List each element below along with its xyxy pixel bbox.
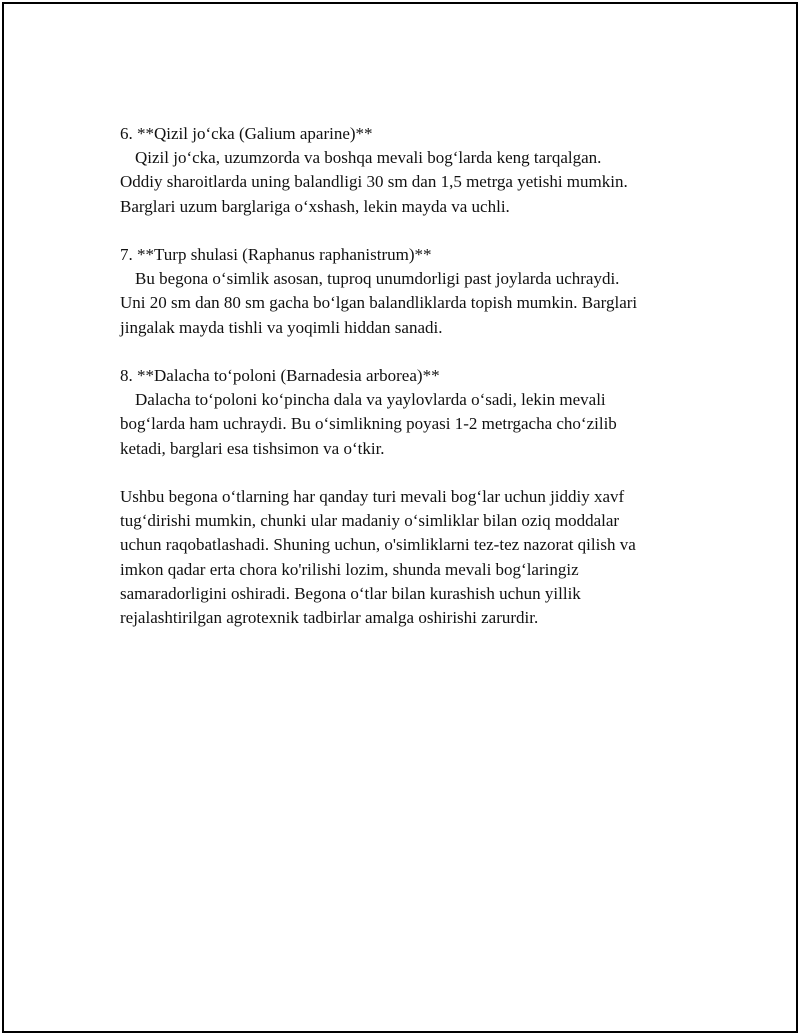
conclusion-line-6: rejalashtirilgan agrotexnik tadbirlar amalga oshirishi zarurdir. xyxy=(120,608,539,628)
section-6-line-3: Barglari uzum barglariga o‘xshash, lekin mayda va uchli. xyxy=(120,196,510,216)
document-page xyxy=(2,2,798,1033)
section-8-line-1: Dalacha to‘poloni ko‘pincha dala va yaylovlarda o‘sadi, lekin mevali xyxy=(135,390,606,410)
section-8-line-2: bog‘larda ham uchraydi. Bu o‘simlikning poyasi 1-2 metrgacha cho‘zilib xyxy=(120,414,617,434)
section-7-line-1: Bu begona o‘simlik asosan, tuproq unumdorligi past joylarda uchraydi. xyxy=(135,269,620,289)
section-7-line-3: jingalak mayda tishli va yoqimli hiddan sanadi. xyxy=(120,317,443,337)
section-heading-7: 7. **Turp shulasi (Raphanus raphanistrum)** xyxy=(120,245,432,264)
document-body xyxy=(120,122,720,630)
section-heading-8: 8. **Dalacha to‘poloni (Barnadesia arborea)** xyxy=(120,366,440,385)
paragraph-spacer xyxy=(120,219,720,243)
section-6-line-1: Qizil jo‘cka, uzumzorda va boshqa mevali bog‘larda keng tarqalgan. xyxy=(135,148,602,168)
conclusion-line-3: uchun raqobatlashadi. Shuning uchun, o'simliklarni tez-tez nazorat qilish va xyxy=(120,535,636,555)
conclusion-line-5: samaradorligini oshiradi. Begona o‘tlar bilan kurashish uchun yillik xyxy=(120,583,581,603)
conclusion-line-1: Ushbu begona o‘tlarning har qanday turi mevali bog‘lar uchun jiddiy xavf xyxy=(120,487,625,506)
section-6-line-2: Oddiy sharoitlarda uning balandligi 30 sm dan 1,5 metrga yetishi mumkin. xyxy=(120,172,628,192)
paragraph-spacer xyxy=(120,340,720,364)
section-7-line-2: Uni 20 sm dan 80 sm gacha bo‘lgan balandliklarda topish mumkin. Barglari xyxy=(120,293,638,313)
section-8-line-3: ketadi, barglari esa tishsimon va o‘tkir. xyxy=(120,438,385,458)
conclusion-line-4: imkon qadar erta chora ko'rilishi lozim, shunda mevali bog‘laringiz xyxy=(120,559,579,579)
conclusion-line-2: tug‘dirishi mumkin, chunki ular madaniy o‘simliklar bilan oziq moddalar xyxy=(120,511,620,531)
paragraph-spacer xyxy=(120,461,720,485)
section-heading-6: 6. **Qizil jo‘cka (Galium aparine)** xyxy=(120,124,373,143)
